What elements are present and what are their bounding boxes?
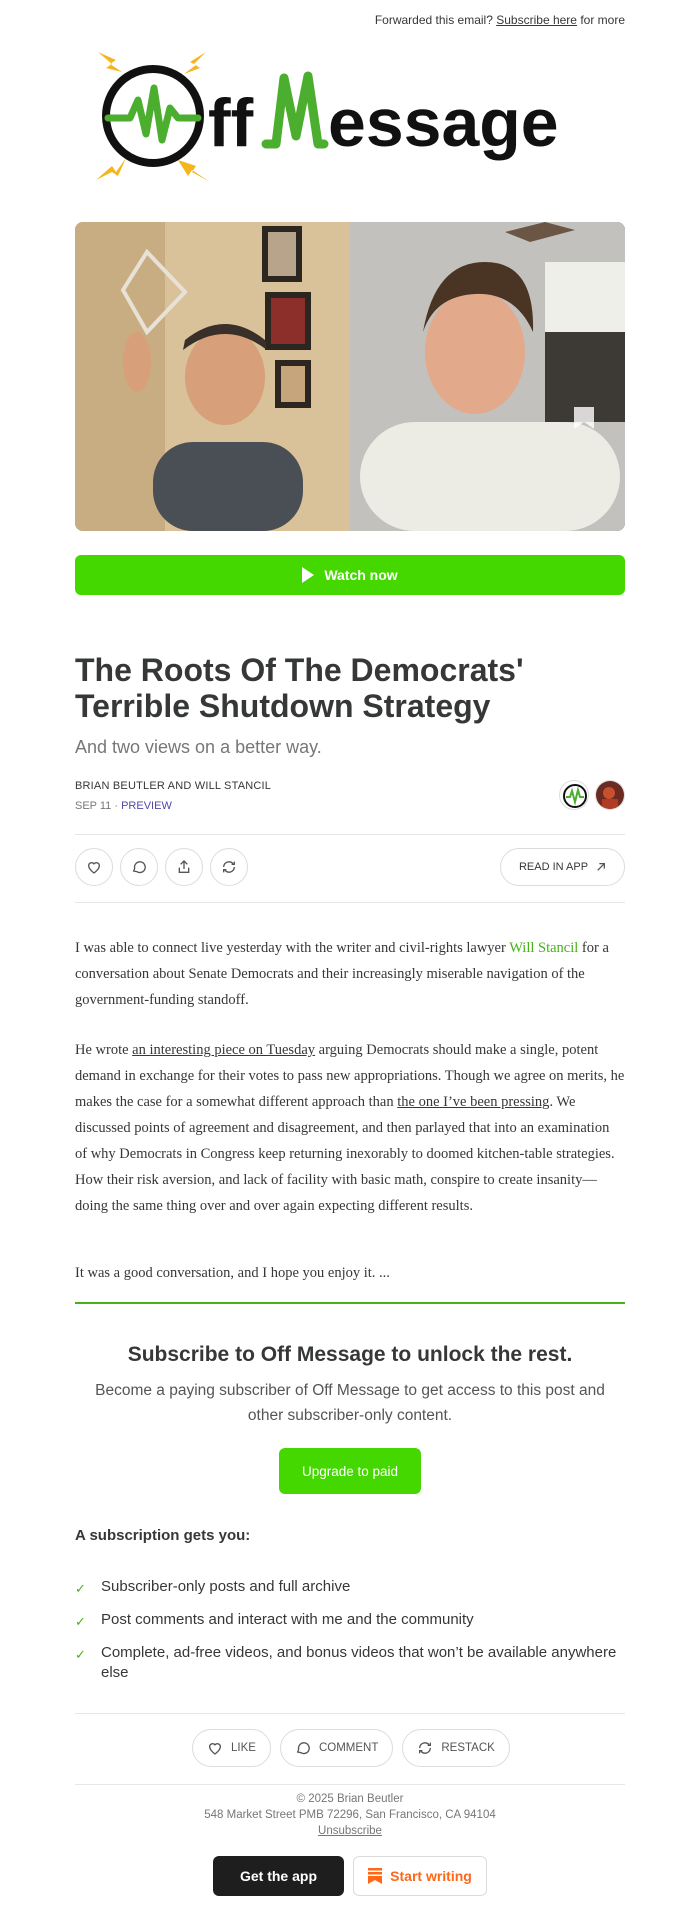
- preview-label: PREVIEW: [121, 800, 172, 812]
- footer-restack-button[interactable]: [402, 1729, 509, 1767]
- forwarded-line: [375, 13, 625, 27]
- for-more-text: for more: [580, 13, 625, 27]
- unsubscribe-link[interactable]: Unsubscribe: [318, 1825, 382, 1837]
- upgrade-to-paid-button[interactable]: Upgrade to paid: [279, 1448, 421, 1494]
- benefit-text: Post comments and interact with me and the community: [101, 1611, 474, 1628]
- subscribe-here-link[interactable]: Subscribe here: [496, 13, 577, 27]
- svg-text:ff: ff: [208, 85, 254, 161]
- like-label: LIKE: [231, 1742, 256, 1754]
- divider: [75, 834, 625, 835]
- post-authors[interactable]: BRIAN BEUTLER AND WILL STANCIL: [75, 780, 272, 792]
- logo-graphic: [92, 48, 604, 188]
- restack-icon: [221, 859, 237, 875]
- footer-comment-button[interactable]: [280, 1729, 393, 1767]
- mailing-address: 548 Market Street PMB 72296, San Francisco, CA 94104: [204, 1809, 496, 1821]
- author-avatars: [559, 780, 625, 810]
- restack-label: RESTACK: [441, 1742, 495, 1754]
- restack-icon: [417, 1740, 433, 1756]
- benefits-list: [75, 1577, 625, 1694]
- the-one-link[interactable]: the one I’ve been pressing: [397, 1094, 550, 1110]
- off-message-logo[interactable]: [92, 48, 604, 188]
- footer-actions: [192, 1729, 510, 1767]
- watch-now-button[interactable]: [75, 555, 625, 595]
- forwarded-text: Forwarded this email?: [374, 13, 493, 27]
- paywall-rule: [75, 1302, 625, 1304]
- meta-separator: ·: [114, 800, 119, 812]
- list-item: [75, 1577, 625, 1599]
- share-button[interactable]: [165, 848, 203, 886]
- paywall-description: Become a paying subscriber of Off Message to get access to this post and other subscriber-only content.: [95, 1382, 605, 1424]
- divider: [75, 1784, 625, 1785]
- bolt-icon: [98, 52, 122, 72]
- divider: [75, 1713, 625, 1714]
- avatar[interactable]: [559, 780, 589, 810]
- check-icon: ✓: [75, 1581, 86, 1596]
- benefit-text: Subscriber-only posts and full archive: [101, 1578, 351, 1595]
- post-actions: [75, 848, 248, 886]
- share-icon: [176, 859, 192, 875]
- like-button[interactable]: [75, 848, 113, 886]
- check-icon: ✓: [75, 1614, 86, 1629]
- avatar[interactable]: [595, 780, 625, 810]
- comment-label: COMMENT: [318, 1742, 379, 1754]
- interesting-piece-link[interactable]: an interesting piece on Tuesday: [132, 1042, 316, 1058]
- play-icon: [302, 567, 314, 583]
- check-icon: ✓: [75, 1647, 86, 1662]
- footer-like-button[interactable]: [192, 1729, 271, 1767]
- divider: [75, 902, 625, 903]
- post-subtitle: And two views on a better way.: [75, 737, 322, 757]
- p2-text-b: arguing Democrats should make a single, potent demand in exchange for their votes to pass new appropriations. Though we agree on merits, he makes the case for a somewhat different approach than: [75, 1042, 625, 1110]
- subscription-gets-heading: A subscription gets you:: [75, 1527, 251, 1544]
- heart-icon: [86, 859, 102, 875]
- comment-button[interactable]: [120, 848, 158, 886]
- read-in-app-button[interactable]: [500, 848, 625, 886]
- heart-icon: [207, 1740, 223, 1756]
- comment-icon: [295, 1740, 311, 1756]
- will-stancil-link[interactable]: Will Stancil: [509, 940, 579, 956]
- copyright: © 2025 Brian Beutler: [296, 1793, 404, 1805]
- p1-text-a: I was able to connect live yesterday with the writer and civil-rights lawyer: [75, 940, 510, 956]
- svg-text:essage: essage: [328, 85, 559, 161]
- bolt-icon: [178, 160, 210, 182]
- restack-button[interactable]: [210, 848, 248, 886]
- get-the-app-button[interactable]: Get the app: [213, 1856, 344, 1896]
- video-thumbnail[interactable]: [75, 222, 625, 531]
- post-meta: [75, 800, 172, 812]
- post-date: SEP 11: [75, 800, 112, 812]
- off-message-avatar-icon: [560, 781, 589, 810]
- substack-icon: [368, 1868, 382, 1884]
- watch-now-label: Watch now: [324, 567, 398, 583]
- p1-text-b: for a conversation about Senate Democrats and their increasingly miserable navigation of the government-funding standoff.: [75, 940, 609, 1008]
- post-title[interactable]: The Roots Of The Democrats' Terrible Shutdown Strategy: [75, 652, 524, 724]
- read-in-app-label: READ IN APP: [518, 861, 589, 873]
- comment-icon: [131, 859, 147, 875]
- p2-text-c: . We discussed points of agreement and disagreement, and then parlayed that into an examination of why Democrats in Congress keep returning inexorably to doomed kitchen-table strategies. How their risk aversion, and lack of facility with basic math, conspire to create insanity—doing the same thing over and over again expecting different results.: [75, 1094, 615, 1214]
- bolt-icon: [184, 52, 206, 74]
- list-item: [75, 1610, 625, 1632]
- body-paragraph-2: [75, 1037, 625, 1219]
- bolt-icon: [96, 158, 126, 180]
- body-paragraph-3: It was a good conversation, and I hope you enjoy it. ...: [75, 1265, 390, 1281]
- video-frame-graphic: [75, 222, 625, 531]
- author-photo-icon: [596, 781, 625, 810]
- paywall-title: Subscribe to Off Message to unlock the rest.: [127, 1343, 573, 1366]
- list-item: [75, 1643, 625, 1683]
- start-writing-label: Start writing: [390, 1868, 472, 1884]
- benefit-text: Complete, ad-free videos, and bonus videos that won’t be available anywhere else: [101, 1644, 617, 1681]
- body-paragraph-1: [75, 935, 625, 1013]
- start-writing-button[interactable]: [353, 1856, 487, 1896]
- arrow-up-right-icon: [596, 862, 606, 872]
- p2-text-a: He wrote: [75, 1042, 133, 1058]
